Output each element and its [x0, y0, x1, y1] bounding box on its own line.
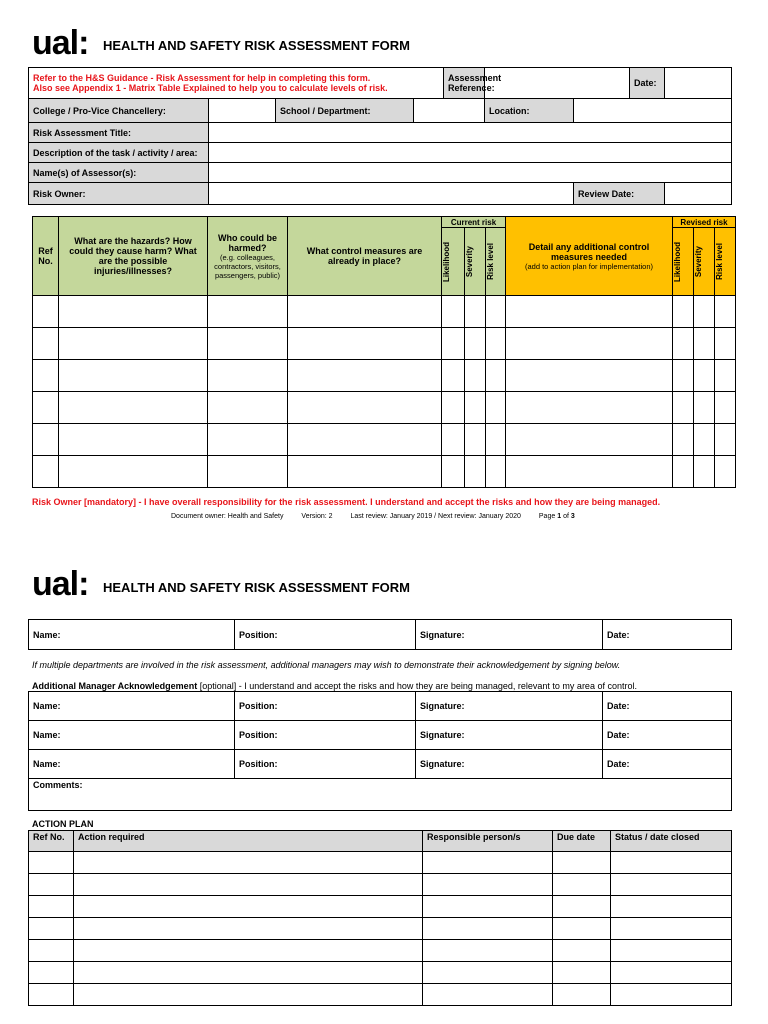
additional-controls-header: Detail any additional control measures needed (add to action plan for implementation) [506, 217, 673, 296]
current-severity-header: Severity [465, 245, 474, 278]
ra-title-label: Risk Assessment Title: [29, 123, 209, 143]
multi-dept-note: If multiple departments are involved in the risk assessment, additional managers may wish to demonstrate their acknowledgement by signing below. [32, 660, 621, 670]
risk-owner-signoff-table [28, 619, 732, 650]
page-footer: Document owner: Health and Safety Version: 2 Last review: January 2019 / Next review: January 2020 Page 1 of 3 [171, 513, 575, 520]
ack-position-1[interactable]: Position: [235, 692, 416, 721]
ap-status-header: Status / date closed [611, 831, 732, 852]
action-plan-table [28, 830, 732, 1006]
assessors-field[interactable] [209, 163, 732, 183]
hazards-header: What are the hazards? How could they cause harm? What are the possible injuries/illnesses? [59, 217, 208, 296]
description-label: Description of the task / activity / area: [29, 143, 209, 163]
manager-ack-table [28, 691, 732, 811]
ack-date-3[interactable]: Date: [603, 750, 732, 779]
controls-header: What control measures are already in place? [288, 217, 442, 296]
action-plan-title: ACTION PLAN [32, 819, 94, 829]
table-row[interactable] [29, 918, 732, 940]
ack-signature-3[interactable]: Signature: [416, 750, 603, 779]
table-row[interactable] [29, 940, 732, 962]
ack-date-2[interactable]: Date: [603, 721, 732, 750]
risk-owner-label: Risk Owner: [29, 183, 209, 205]
assessment-reference-field[interactable] [485, 68, 630, 99]
ack-statement: Additional Manager Acknowledgement [optional] - I understand and accept the risks and how they are being managed, relevant to my area of control. [32, 681, 637, 691]
comments-field[interactable]: Comments: [29, 779, 732, 811]
table-row[interactable] [33, 360, 736, 392]
form-title: HEALTH AND SAFETY RISK ASSESSMENT FORM [103, 38, 410, 53]
revised-severity-header: Severity [694, 245, 703, 278]
ack-name-3[interactable]: Name: [29, 750, 235, 779]
description-field[interactable] [209, 143, 732, 163]
table-row[interactable] [33, 328, 736, 360]
table-row[interactable] [33, 424, 736, 456]
current-risk-header: Current risk [442, 217, 506, 228]
table-row[interactable] [33, 392, 736, 424]
college-label: College / Pro-Vice Chancellery: [29, 99, 209, 123]
table-row[interactable] [29, 984, 732, 1006]
who-header: Who could be harmed? (e.g. colleagues, contractors, visitors, passengers, public) [208, 217, 288, 296]
school-label: School / Department: [276, 99, 414, 123]
review-date-label: Review Date: [574, 183, 665, 205]
table-row[interactable] [29, 962, 732, 984]
ack-name-2[interactable]: Name: [29, 721, 235, 750]
revised-risk-header: Revised risk [673, 217, 736, 228]
ra-title-field[interactable] [209, 123, 732, 143]
college-field[interactable] [209, 99, 276, 123]
current-risk-level-header: Risk level [486, 243, 495, 280]
header-info-table [28, 67, 732, 205]
ual-logo: ual: [32, 24, 89, 62]
risk-owner-field[interactable] [209, 183, 574, 205]
assessors-label: Name(s) of Assessor(s): [29, 163, 209, 183]
school-field[interactable] [414, 99, 485, 123]
ual-logo-page2: ual: [32, 565, 89, 603]
ack-position-2[interactable]: Position: [235, 721, 416, 750]
ap-due-header: Due date [553, 831, 611, 852]
date-label: Date: [630, 68, 665, 99]
ack-position-3[interactable]: Position: [235, 750, 416, 779]
date-field[interactable] [665, 68, 732, 99]
ap-responsible-header: Responsible person/s [423, 831, 553, 852]
ap-ref-header: Ref No. [29, 831, 74, 852]
table-row[interactable] [33, 456, 736, 488]
ack-name-1[interactable]: Name: [29, 692, 235, 721]
location-label: Location: [485, 99, 574, 123]
signoff-name[interactable]: Name: [29, 620, 235, 650]
guidance-text: Refer to the H&S Guidance - Risk Assessment for help in completing this form. Also see Appendix 1 - Matrix Table Explained to help you to calculate levels of risk. [29, 68, 444, 99]
location-field[interactable] [574, 99, 732, 123]
revised-likelihood-header: Likelihood [673, 241, 682, 282]
table-row[interactable] [33, 296, 736, 328]
signoff-date[interactable]: Date: [603, 620, 732, 650]
risk-owner-declaration: Risk Owner [mandatory] - I have overall responsibility for the risk assessment. I understand and accept the risks and how they are being managed. [32, 497, 661, 507]
table-row[interactable] [29, 874, 732, 896]
current-likelihood-header: Likelihood [442, 241, 451, 282]
table-row[interactable] [29, 896, 732, 918]
ack-date-1[interactable]: Date: [603, 692, 732, 721]
ap-action-header: Action required [74, 831, 423, 852]
revised-risk-level-header: Risk level [715, 243, 724, 280]
table-row[interactable] [29, 852, 732, 874]
signoff-position[interactable]: Position: [235, 620, 416, 650]
signoff-signature[interactable]: Signature: [416, 620, 603, 650]
ack-signature-2[interactable]: Signature: [416, 721, 603, 750]
form-title-page2: HEALTH AND SAFETY RISK ASSESSMENT FORM [103, 580, 410, 595]
ack-signature-1[interactable]: Signature: [416, 692, 603, 721]
risk-table [32, 216, 736, 488]
assessment-reference-label: Assessment Reference: [444, 68, 485, 99]
ref-header: Ref No. [33, 217, 59, 296]
review-date-field[interactable] [665, 183, 732, 205]
